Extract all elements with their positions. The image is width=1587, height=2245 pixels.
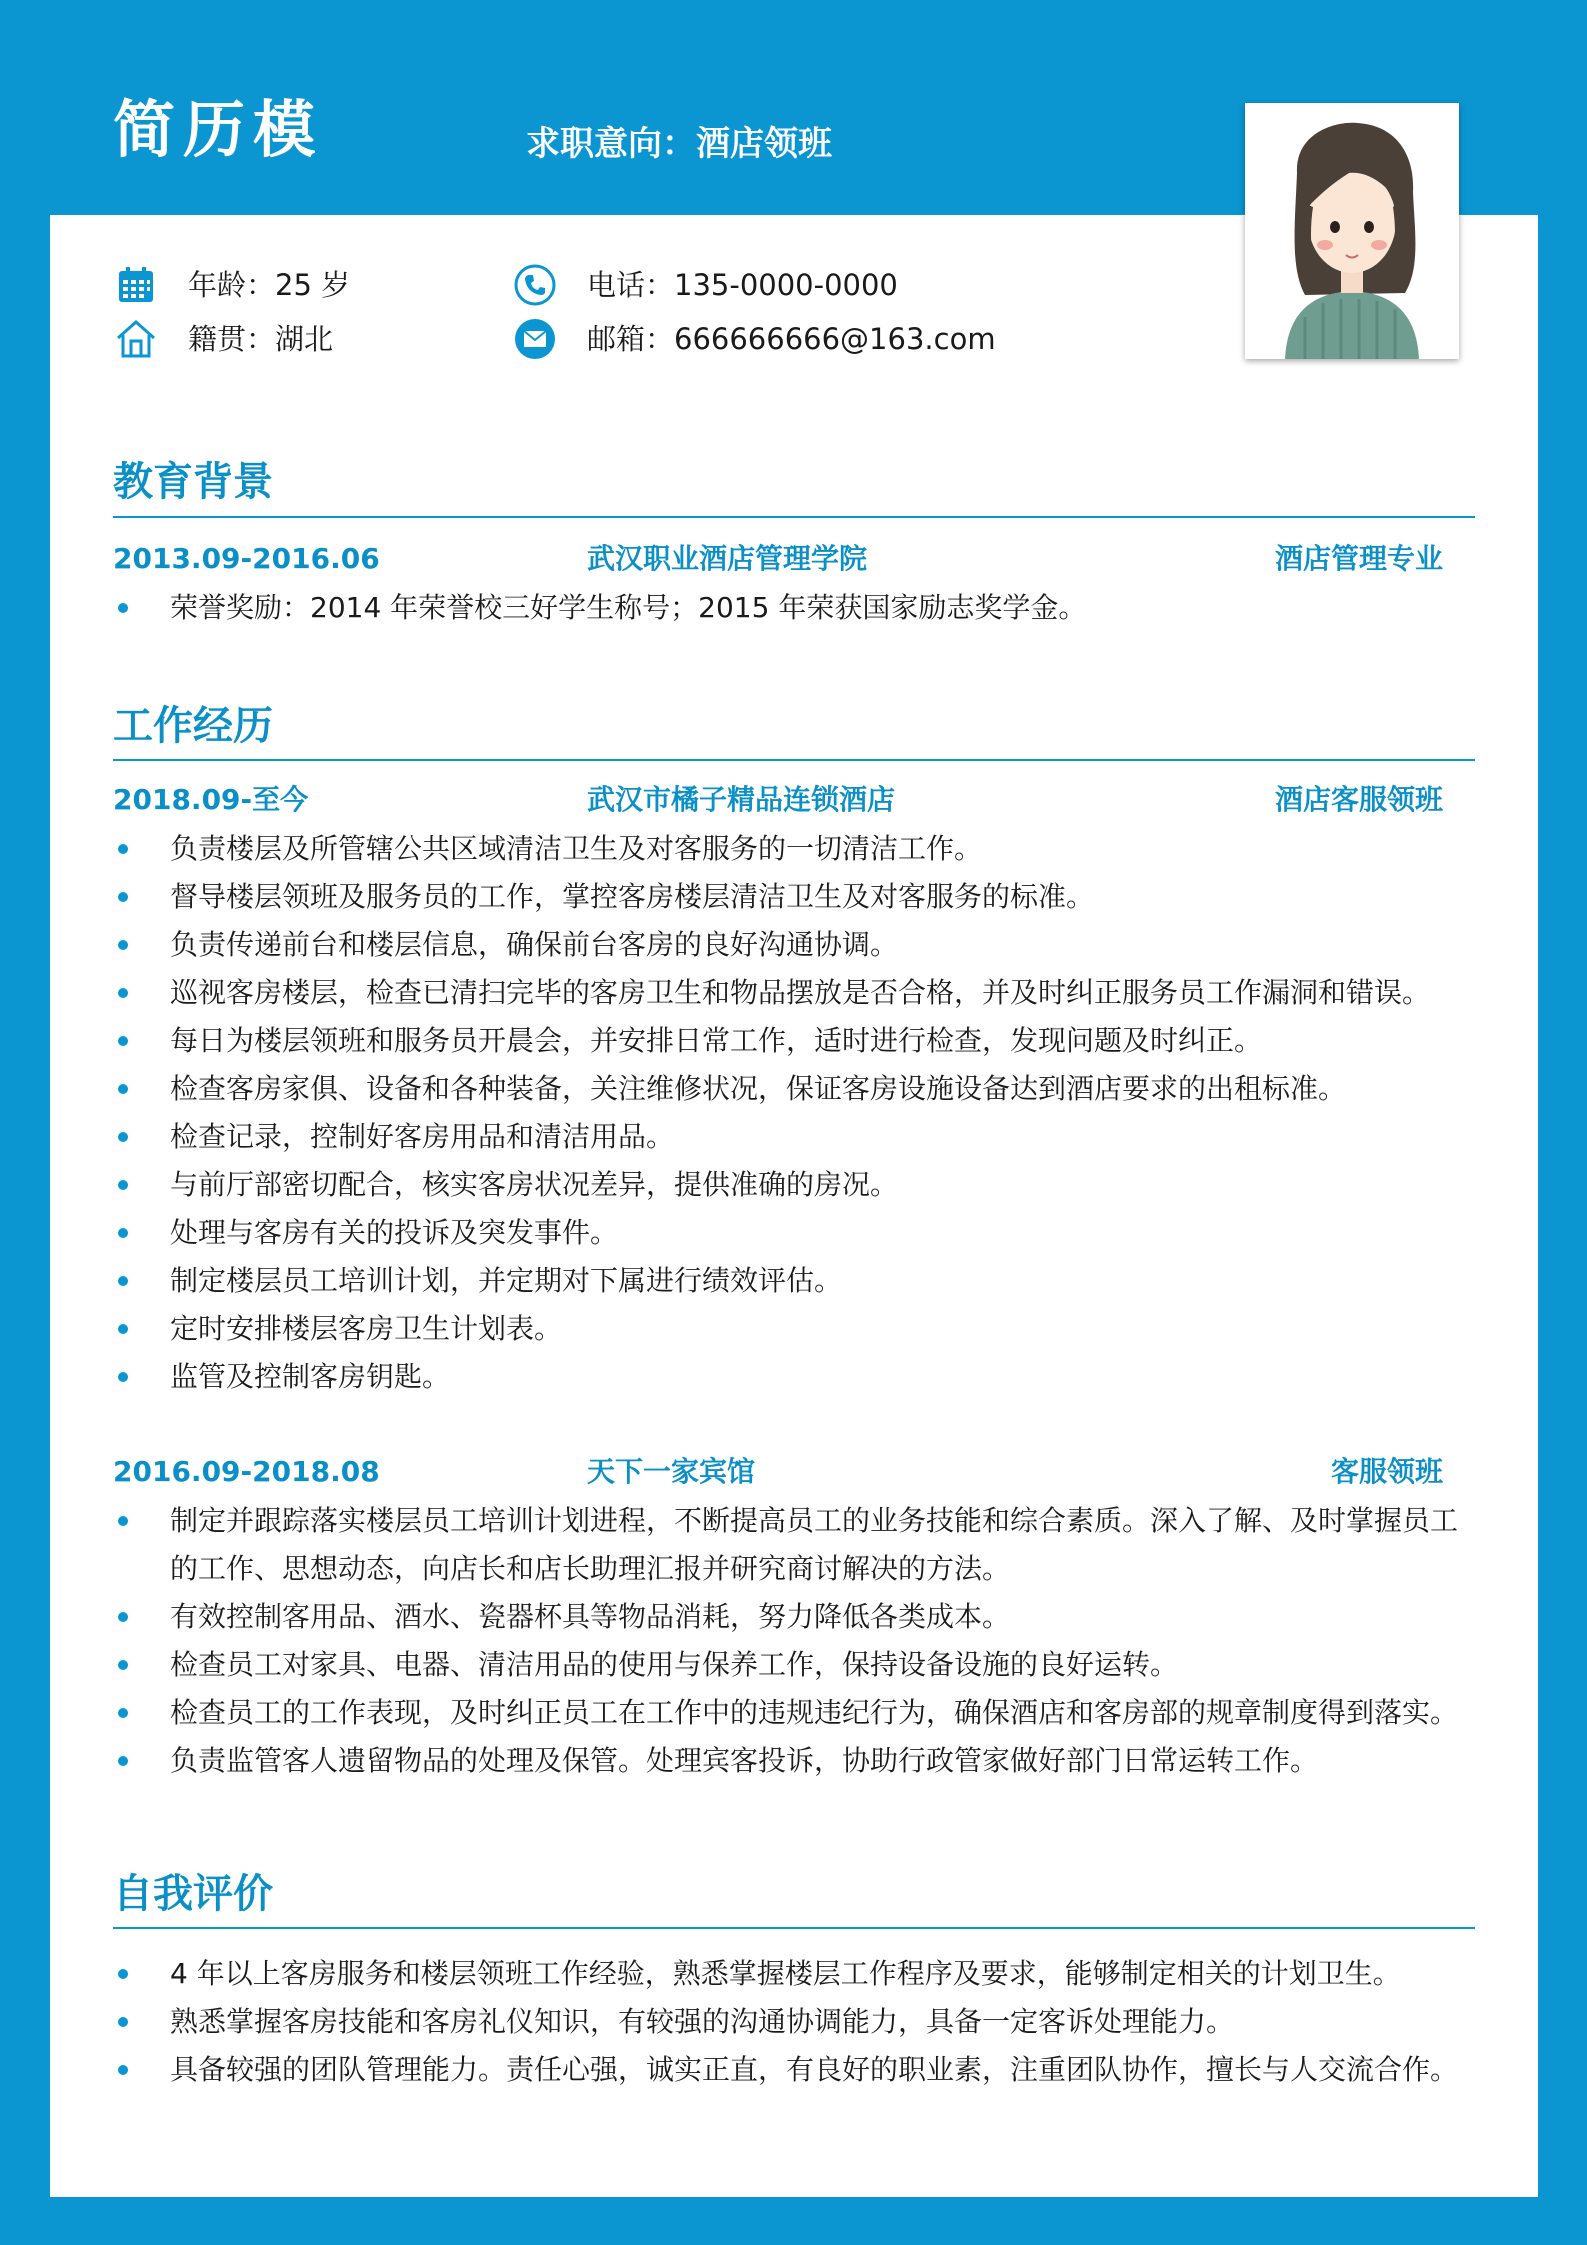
education-list [113, 584, 1475, 632]
list-item: 制定并跟踪落实楼层员工培训计划进程，不断提高员工的业务技能和综合素质。深入了解、及时掌握员工的工作、思想动态，向店长和店长助理汇报并研究商讨解决的方法。 [113, 1497, 1475, 1593]
bullet-icon [118, 603, 128, 613]
bullet-icon [118, 1516, 128, 1526]
education-entry [113, 539, 1443, 579]
section-divider [113, 516, 1475, 518]
bullet-icon [118, 1036, 128, 1046]
list-item: 巡视客房楼层，检查已清扫完毕的客房卫生和物品摆放是否合格，并及时纠正服务员工作漏洞和错误。 [113, 969, 1475, 1017]
bullet-icon [118, 1756, 128, 1766]
list-item: 负责传递前台和楼层信息，确保前台客房的良好沟通协调。 [113, 921, 1475, 969]
work-entry-2 [113, 1452, 1443, 1492]
list-item: 负责监管客人遗留物品的处理及保管。处理宾客投诉，协助行政管家做好部门日常运转工作。 [113, 1737, 1475, 1785]
list-item: 处理与客房有关的投诉及突发事件。 [113, 1209, 1475, 1257]
mail-icon [513, 317, 557, 361]
list-item: 督导楼层领班及服务员的工作，掌控客房楼层清洁卫生及对客服务的标准。 [113, 873, 1475, 921]
bullet-icon [118, 988, 128, 998]
list-item: 荣誉奖励：2014 年荣誉校三好学生称号；2015 年荣获国家励志奖学金。 [113, 584, 1475, 632]
bullet-icon [118, 940, 128, 950]
list-item: 定时安排楼层客房卫生计划表。 [113, 1305, 1475, 1353]
list-item: 检查员工对家具、电器、清洁用品的使用与保养工作，保持设备设施的良好运转。 [113, 1641, 1475, 1689]
bullet-icon [118, 2017, 128, 2027]
list-item: 4 年以上客房服务和楼层领班工作经验，熟悉掌握楼层工作程序及要求，能够制定相关的计划卫生。 [113, 1950, 1475, 1998]
entry-major: 酒店管理专业 [1274, 542, 1443, 575]
work-entry-1 [113, 780, 1443, 820]
bullet-icon [118, 1084, 128, 1094]
entry-role: 客服领班 [1330, 1455, 1443, 1488]
age-text: 年龄：25 岁 [188, 268, 351, 302]
list-item: 制定楼层员工培训计划，并定期对下属进行绩效评估。 [113, 1257, 1475, 1305]
info-email [513, 317, 996, 361]
list-item: 检查客房家俱、设备和各种装备，关注维修状况，保证客房设施设备达到酒店要求的出租标准。 [113, 1065, 1475, 1113]
bullet-icon [118, 1228, 128, 1238]
list-item: 检查记录，控制好客房用品和清洁用品。 [113, 1113, 1475, 1161]
phone-icon [513, 263, 557, 307]
entry-company: 天下一家宾馆 [587, 1455, 756, 1488]
bullet-icon [118, 1324, 128, 1334]
work-2-list [113, 1497, 1475, 1785]
info-age [114, 263, 350, 307]
entry-role: 酒店客服领班 [1274, 783, 1443, 816]
entry-date: 2018.09-至今 [113, 783, 309, 816]
list-item: 负责楼层及所管辖公共区域清洁卫生及对客服务的一切清洁工作。 [113, 825, 1475, 873]
info-hometown [114, 317, 333, 361]
section-divider [113, 759, 1475, 761]
hometown-text: 籍贯：湖北 [188, 322, 334, 356]
list-item: 有效控制客用品、酒水、瓷器杯具等物品消耗，努力降低各类成本。 [113, 1593, 1475, 1641]
list-item: 与前厅部密切配合，核实客房状况差异，提供准确的房况。 [113, 1161, 1475, 1209]
list-item: 检查员工的工作表现，及时纠正员工在工作中的违规违纪行为，确保酒店和客房部的规章制度得到落实。 [113, 1689, 1475, 1737]
bullet-icon [118, 1180, 128, 1190]
avatar-illustration [1245, 103, 1459, 359]
resume-title: 简历模 [113, 93, 324, 166]
phone-text: 电话：135-0000-0000 [587, 268, 898, 302]
bullet-icon [118, 1660, 128, 1670]
bullet-icon [118, 2065, 128, 2075]
bullet-icon [118, 1372, 128, 1382]
bullet-icon [118, 1276, 128, 1286]
section-title-self: 自我评价 [113, 1871, 273, 1917]
entry-date: 2016.09-2018.08 [113, 1455, 380, 1488]
bullet-icon [118, 1708, 128, 1718]
list-item: 监管及控制客房钥匙。 [113, 1353, 1475, 1401]
list-item: 每日为楼层领班和服务员开晨会，并安排日常工作，适时进行检查，发现问题及时纠正。 [113, 1017, 1475, 1065]
bullet-icon [118, 892, 128, 902]
bullet-icon [118, 1612, 128, 1622]
bullet-icon [118, 1132, 128, 1142]
email-text: 邮箱：666666666@163.com [587, 322, 996, 356]
entry-school: 武汉职业酒店管理学院 [587, 542, 868, 575]
section-title-education: 教育背景 [113, 459, 273, 505]
bullet-icon [118, 844, 128, 854]
entry-company: 武汉市橘子精品连锁酒店 [587, 783, 896, 816]
profile-photo [1245, 103, 1459, 359]
entry-date: 2013.09-2016.06 [113, 542, 380, 575]
section-divider [113, 1927, 1475, 1929]
self-list [113, 1950, 1475, 2094]
job-intent: 求职意向：酒店领班 [526, 124, 832, 164]
calendar-icon [114, 263, 158, 307]
work-1-list [113, 825, 1475, 1401]
list-item: 具备较强的团队管理能力。责任心强，诚实正直，有良好的职业素，注重团队协作，擅长与人交流合作。 [113, 2046, 1475, 2094]
info-phone [513, 263, 898, 307]
list-item: 熟悉掌握客房技能和客房礼仪知识，有较强的沟通协调能力，具备一定客诉处理能力。 [113, 1998, 1475, 2046]
section-title-work: 工作经历 [113, 703, 273, 749]
bullet-icon [118, 1969, 128, 1979]
home-icon [114, 317, 158, 361]
